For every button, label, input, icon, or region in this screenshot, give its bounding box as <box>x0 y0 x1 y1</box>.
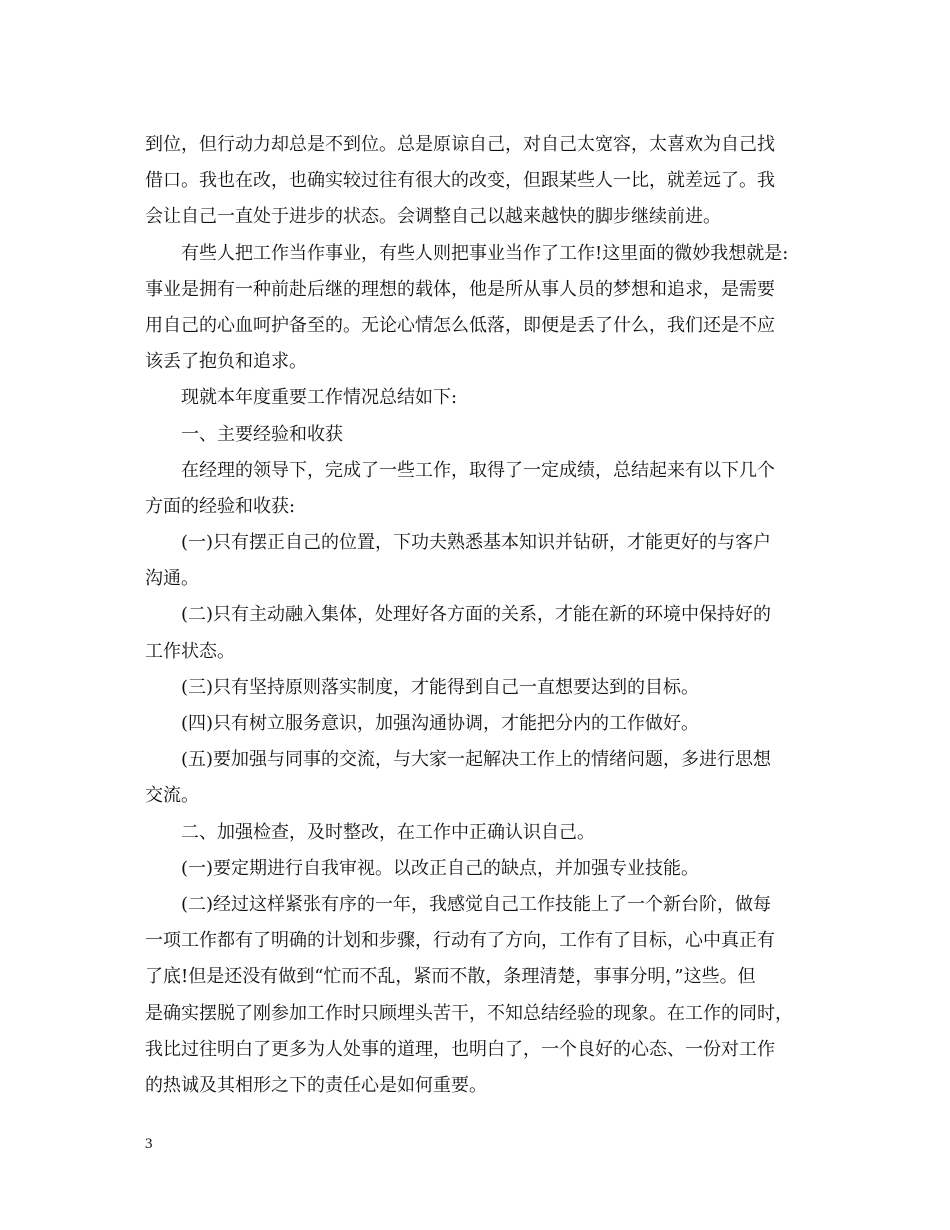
paragraph <box>145 380 815 416</box>
text-line: (二)只有主动融入集体，处理好各方面的关系，才能在新的环境中保持好的 <box>181 604 772 626</box>
text-line: 是确实摆脱了刚参加工作时只顾埋头苦干，不知总结经验的现象。在工作的同时， <box>145 1002 793 1024</box>
text-line: 一项工作都有了明确的计划和步骤，行动有了方向，工作有了目标，心中真正有 <box>145 930 775 952</box>
paragraph <box>145 815 815 851</box>
text-line: (四)只有树立服务意识，加强沟通协调，才能把分内的工作做好。 <box>181 713 700 734</box>
text-line: 沟通。 <box>145 568 199 590</box>
text-line: 会让自己一直处于进步的状态。会调整自己以越来越快的脚步继续前进。 <box>145 206 721 228</box>
paragraph <box>145 127 815 236</box>
page-number: 3 <box>145 1136 153 1152</box>
text-line: 我比过往明白了更多为人处事的道理，也明白了，一个良好的心态、一份对工作 <box>145 1038 775 1060</box>
paragraph <box>145 851 815 887</box>
paragraph <box>145 597 815 669</box>
paragraph <box>145 887 815 1104</box>
paragraph <box>145 453 815 525</box>
text-line: 在经理的领导下，完成了一些工作，取得了一定成绩，总结起来有以下几个 <box>181 459 775 481</box>
text-line: (三)只有坚持原则落实制度，才能得到自己一直想要达到的目标。 <box>181 676 700 698</box>
text-line: 一、主要经验和收获 <box>181 423 343 445</box>
text-line: (二)经过这样紧张有序的一年，我感觉自己工作技能上了一个新台阶，做每 <box>181 893 772 915</box>
text-line: 借口。我也在改，也确实较过往有很大的改变，但跟某些人一比，就差远了。我 <box>145 170 775 192</box>
text-line: 了底!但是还没有做到“忙而不乱，紧而不散，条理清楚，事事分明，”这些。但 <box>145 966 756 988</box>
text-line: 方面的经验和收获: <box>145 495 296 517</box>
paragraph <box>145 236 815 381</box>
text-line: 交流。 <box>145 785 199 807</box>
paragraph <box>145 742 815 814</box>
paragraph <box>145 525 815 597</box>
document-body <box>145 127 815 1104</box>
paragraph <box>145 670 815 706</box>
text-line: 二、加强检查，及时整改，在工作中正确认识自己。 <box>181 821 595 843</box>
text-line: (五)要加强与同事的交流，与大家一起解决工作上的情绪问题，多进行思想 <box>181 749 772 771</box>
text-line: 事业是拥有一种前赴后继的理想的载体，他是所从事人员的梦想和追求，是需要 <box>145 278 775 300</box>
text-line: 现就本年度重要工作情况总结如下: <box>181 387 458 409</box>
text-line: 有些人把工作当作事业，有些人则把事业当作了工作!这里面的微妙我想就是: <box>181 242 789 264</box>
paragraph <box>145 417 815 453</box>
text-line: 到位，但行动力却总是不到位。总是原谅自己，对自己太宽容，太喜欢为自己找 <box>145 134 775 155</box>
text-line: 该丢了抱负和追求。 <box>145 351 307 373</box>
paragraph <box>145 706 815 742</box>
text-line: 的热诚及其相形之下的责任心是如何重要。 <box>145 1074 487 1096</box>
text-line: (一)要定期进行自我审视。以改正自己的缺点，并加强专业技能。 <box>181 857 700 879</box>
text-line: (一)只有摆正自己的位置，下功夫熟悉基本知识并钻研，才能更好的与客户 <box>181 532 772 554</box>
text-line: 用自己的心血呵护备至的。无论心情怎么低落，即便是丢了什么，我们还是不应 <box>145 314 775 336</box>
text-line: 工作状态。 <box>145 640 235 662</box>
